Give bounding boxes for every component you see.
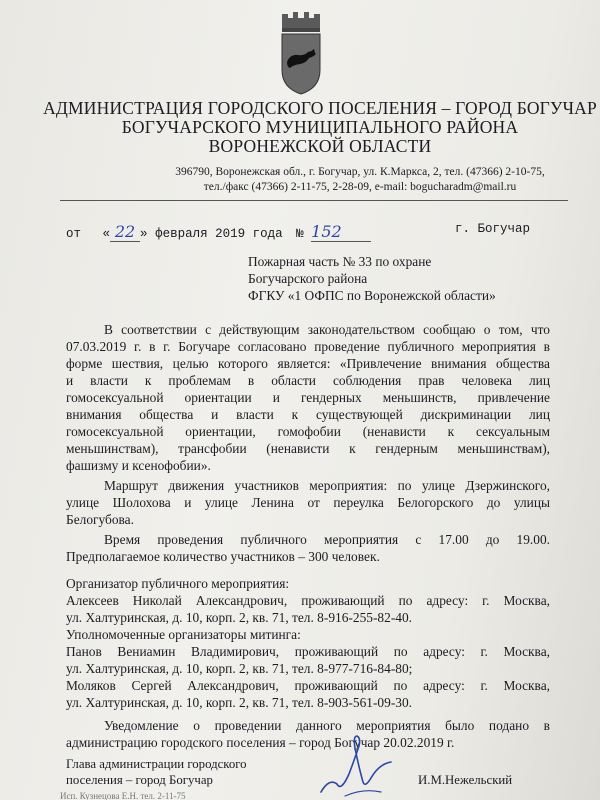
authorized-organizers-heading: Уполномоченные организаторы митинга: [66, 627, 301, 642]
address-line-1: 396790, Воронежская обл., г. Богучар, ул. К.Маркса, 2, тел. (47366) 2-10-75, [175, 166, 545, 178]
recipient-line-3: ФГКУ «1 ОФПС по Воронежской области» [248, 288, 496, 303]
paragraph-1-line: внимания общества и власти к существующей дискриминации лиц [66, 407, 550, 422]
organizer-line: Моляков Сергей Александрович, проживающий по адресу: г. Москва, [66, 678, 550, 693]
organizer-line: ул. Халтуринская, д. 10, корп. 2, кв. 71, тел. 8-977-716-84-80; [66, 661, 413, 676]
signatory-name: И.М.Нежельский [418, 773, 513, 787]
city-label: г. Богучар [455, 222, 531, 236]
time-paragraph-line: Время проведения публичного мероприятия с 17.00 до 19.00. [104, 532, 550, 547]
route-paragraph-line: улице Шолохова и улице Ленина от переулка Белогорского до улицы [66, 495, 550, 510]
paragraph-1-line: гомосексуальной ориентации и гендерных меньшинств, привлечение [66, 390, 550, 405]
date-from-label: от [66, 227, 82, 241]
paragraph-1-line: 07.03.2019 г. в г. Богучаре согласовано проведение публичного мероприятия в [66, 339, 550, 354]
date-month-year: февраля 2019 года [155, 227, 283, 241]
organization-name-line-3: ВОРОНЕЖСКОЙ ОБЛАСТИ [208, 136, 432, 156]
paragraph-1-line: форме шествия, целью которого является: «Привлечение внимания общества [66, 356, 550, 371]
handwritten-signature [315, 722, 435, 800]
paragraph-1-line: В соответствии с действующим законодательством сообщаю о том, что [104, 322, 550, 337]
time-paragraph-line: Предполагаемое количество участников – 300 человек. [66, 549, 380, 564]
outgoing-number-handwritten: 152 [311, 222, 371, 242]
paragraph-1-line: фашизму и ксенофобии». [66, 458, 211, 473]
recipient-line-1: Пожарная часть № 33 по охране [248, 254, 432, 269]
date-close-quote: » [140, 227, 148, 241]
organization-name-line-1: АДМИНИСТРАЦИЯ ГОРОДСКОГО ПОСЕЛЕНИЯ – ГОРОД БОГУЧАР [43, 98, 597, 118]
organizer-heading: Организатор публичного мероприятия: [66, 576, 290, 591]
paragraph-1-line: меньшинствам), трансфобии (ненависти к гендерным меньшинствам), [66, 441, 550, 456]
notice-line: администрацию городского поселения – город Богучар 20.02.2019 г. [66, 735, 455, 750]
organizer-line: ул. Халтуринская, д. 10, корп. 2, кв. 71, тел. 8-903-561-09-30. [66, 695, 413, 710]
paragraph-1-line: гомосексуальной ориентации, гомофобии (ненависти к сексуальным [66, 424, 550, 439]
number-sign: № [296, 227, 304, 241]
route-paragraph-line: Маршрут движения участников мероприятия: по улице Дзержинского, [104, 478, 550, 493]
paragraph-1-line: и власти к проблемам в области соблюдения прав человека лиц [66, 373, 550, 388]
coat-of-arms-icon [276, 10, 326, 96]
executor-note: Исп. Кузнецова Е.Н. тел. 2-11-75 [60, 791, 186, 800]
route-paragraph-line: Белогубова. [66, 512, 134, 527]
signatory-title-line-2: поселения – город Богучар [66, 773, 213, 787]
organizer-line: ул. Халтуринская, д. 10, корп. 2, кв. 71, тел. 8-916-255-82-40. [66, 610, 413, 625]
date-line [66, 222, 371, 242]
date-open-quote: « [102, 227, 111, 241]
header-divider [60, 200, 568, 201]
address-line-2: тел./факс (47366) 2-11-75, 2-28-09, e-mail: bogucharadm@mail.ru [203, 181, 517, 193]
organizer-line: Алексеев Николай Александрович, проживающий по адресу: г. Москва, [66, 593, 550, 608]
date-day-handwritten: 22 [110, 222, 140, 242]
recipient-line-2: Богучарского района [248, 271, 368, 286]
organization-name-line-2: БОГУЧАРСКОГО МУНИЦИПАЛЬНОГО РАЙОНА [121, 117, 519, 137]
notice-line: Уведомление о проведении данного мероприятия было подано в [104, 718, 550, 733]
organizer-line: Панов Вениамин Владимирович, проживающий по адресу: г. Москва, [66, 644, 550, 659]
signatory-title-line-1: Глава администрации городского [66, 757, 247, 771]
